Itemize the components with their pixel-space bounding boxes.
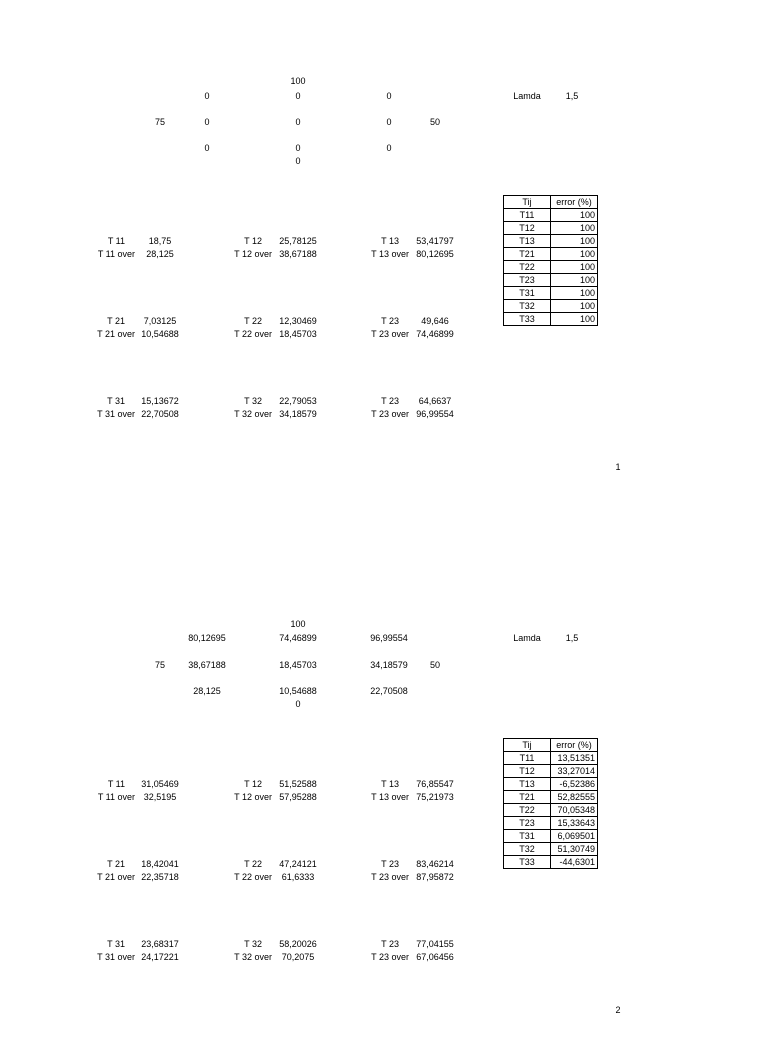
result-over-value: 38,67188 — [279, 249, 317, 259]
lamda-value: 1,5 — [565, 91, 579, 101]
grid-r3-c1: 0 — [204, 143, 210, 153]
grid-r1-c3: 0 — [386, 91, 392, 101]
result-over-label: T 32 over — [234, 952, 272, 962]
result-value: 53,41797 — [416, 236, 454, 246]
table-cell: 100 — [551, 222, 598, 235]
result-label: T 13 — [381, 779, 399, 789]
grid-r3-c3: 0 — [386, 143, 392, 153]
grid-top-boundary: 100 — [290, 619, 306, 629]
table-row — [504, 313, 598, 326]
result-value: 58,20026 — [279, 939, 317, 949]
table-cell: T22 — [504, 261, 551, 274]
table-cell: 100 — [551, 274, 598, 287]
result-label: T 31 — [107, 939, 125, 949]
table-cell: T23 — [504, 274, 551, 287]
result-label: T 23 — [381, 939, 399, 949]
result-over-label: T 32 over — [234, 409, 272, 419]
table-cell: 100 — [551, 235, 598, 248]
lamda-label: Lamda — [513, 633, 541, 643]
result-over-label: T 21 over — [97, 872, 135, 882]
table-row — [504, 830, 598, 843]
table-cell: 100 — [551, 261, 598, 274]
grid-top-boundary: 100 — [290, 76, 306, 86]
grid-r1-c2: 74,46899 — [279, 633, 317, 643]
grid-r3-c3: 22,70508 — [370, 686, 408, 696]
table-cell: T31 — [504, 287, 551, 300]
table-header-row — [504, 739, 598, 752]
result-over-label: T 11 over — [97, 249, 135, 259]
result-value: 22,79053 — [279, 396, 317, 406]
result-over-value: 22,35718 — [141, 872, 179, 882]
grid-r2-c2: 18,45703 — [279, 660, 317, 670]
table-cell: 70,05348 — [551, 804, 598, 817]
result-value: 83,46214 — [416, 859, 454, 869]
table-row — [504, 856, 598, 869]
result-label: T 21 — [107, 859, 125, 869]
grid-r2-c3: 34,18579 — [370, 660, 408, 670]
result-value: 7,03125 — [143, 316, 177, 326]
grid-right-boundary: 50 — [429, 117, 441, 127]
result-value: 23,68317 — [141, 939, 179, 949]
lamda-label: Lamda — [513, 91, 541, 101]
table-header-cell: error (%) — [551, 196, 598, 209]
table-cell: 100 — [551, 287, 598, 300]
result-value: 77,04155 — [416, 939, 454, 949]
result-over-value: 70,2075 — [281, 952, 315, 962]
grid-bottom-boundary: 0 — [295, 156, 301, 166]
lamda-value: 1,5 — [565, 633, 579, 643]
grid-r2-c3: 0 — [386, 117, 392, 127]
result-label: T 23 — [381, 859, 399, 869]
result-over-value: 75,21973 — [416, 792, 454, 802]
result-over-value: 18,45703 — [279, 329, 317, 339]
grid-r1-c1: 80,12695 — [188, 633, 226, 643]
result-over-label: T 23 over — [371, 952, 409, 962]
result-over-label: T 22 over — [234, 329, 272, 339]
table-row — [504, 222, 598, 235]
grid-right-boundary: 50 — [429, 660, 441, 670]
table-header-row — [504, 196, 598, 209]
result-value: 51,52588 — [279, 779, 317, 789]
table-cell: T32 — [504, 300, 551, 313]
table-row — [504, 248, 598, 261]
grid-left-boundary: 75 — [154, 660, 166, 670]
table-cell: 100 — [551, 300, 598, 313]
table-header-cell: Tij — [504, 196, 551, 209]
grid-r1-c2: 0 — [295, 91, 301, 101]
result-label: T 11 — [107, 779, 125, 789]
result-over-label: T 12 over — [234, 249, 272, 259]
result-label: T 13 — [381, 236, 399, 246]
result-over-label: T 11 over — [97, 792, 135, 802]
result-over-label: T 13 over — [371, 249, 409, 259]
result-label: T 31 — [107, 396, 125, 406]
table-cell: T33 — [504, 856, 551, 869]
error-table — [503, 738, 598, 869]
result-value: 18,42041 — [141, 859, 179, 869]
table-row — [504, 817, 598, 830]
result-value: 47,24121 — [279, 859, 317, 869]
result-over-label: T 23 over — [371, 409, 409, 419]
result-label: T 11 — [107, 236, 125, 246]
table-cell: 33,27014 — [551, 765, 598, 778]
table-cell: T31 — [504, 830, 551, 843]
table-cell: T11 — [504, 752, 551, 765]
result-over-value: 32,5195 — [143, 792, 177, 802]
result-label: T 21 — [107, 316, 125, 326]
table-cell: 13,51351 — [551, 752, 598, 765]
table-cell: T21 — [504, 791, 551, 804]
table-cell: T13 — [504, 235, 551, 248]
result-label: T 22 — [244, 316, 262, 326]
result-over-value: 28,125 — [146, 249, 174, 259]
result-value: 18,75 — [148, 236, 172, 246]
table-row — [504, 778, 598, 791]
result-over-label: T 21 over — [97, 329, 135, 339]
page-number: 1 — [615, 462, 621, 472]
table-row — [504, 274, 598, 287]
table-cell: -44,6301 — [551, 856, 598, 869]
result-over-value: 57,95288 — [279, 792, 317, 802]
table-cell: 51,30749 — [551, 843, 598, 856]
table-cell: T12 — [504, 222, 551, 235]
result-over-value: 22,70508 — [141, 409, 179, 419]
table-row — [504, 791, 598, 804]
grid-left-boundary: 75 — [154, 117, 166, 127]
grid-r1-c3: 96,99554 — [370, 633, 408, 643]
error-table — [503, 195, 598, 326]
table-header-cell: error (%) — [551, 739, 598, 752]
result-label: T 12 — [244, 779, 262, 789]
table-cell: 100 — [551, 313, 598, 326]
table-cell: 15,33643 — [551, 817, 598, 830]
result-label: T 32 — [244, 396, 262, 406]
result-label: T 12 — [244, 236, 262, 246]
result-value: 12,30469 — [279, 316, 317, 326]
grid-r3-c2: 10,54688 — [279, 686, 317, 696]
grid-bottom-boundary: 0 — [295, 699, 301, 709]
table-cell: 6,069501 — [551, 830, 598, 843]
grid-r2-c1: 0 — [204, 117, 210, 127]
grid-r2-c1: 38,67188 — [188, 660, 226, 670]
result-over-label: T 22 over — [234, 872, 272, 882]
result-over-label: T 23 over — [371, 329, 409, 339]
table-row — [504, 287, 598, 300]
result-over-value: 74,46899 — [416, 329, 454, 339]
result-over-label: T 12 over — [234, 792, 272, 802]
table-header-cell: Tij — [504, 739, 551, 752]
result-value: 25,78125 — [279, 236, 317, 246]
result-label: T 23 — [381, 396, 399, 406]
table-cell: 100 — [551, 209, 598, 222]
table-cell: T21 — [504, 248, 551, 261]
table-cell: T33 — [504, 313, 551, 326]
table-cell: T11 — [504, 209, 551, 222]
result-value: 76,85547 — [416, 779, 454, 789]
result-over-label: T 23 over — [371, 872, 409, 882]
result-over-value: 10,54688 — [141, 329, 179, 339]
result-value: 15,13672 — [141, 396, 179, 406]
result-label: T 32 — [244, 939, 262, 949]
grid-r3-c1: 28,125 — [193, 686, 221, 696]
table-cell: 52,82555 — [551, 791, 598, 804]
result-over-value: 87,95872 — [416, 872, 454, 882]
result-value: 49,646 — [421, 316, 449, 326]
result-over-value: 61,6333 — [281, 872, 315, 882]
result-value: 64,6637 — [418, 396, 452, 406]
result-over-value: 80,12695 — [416, 249, 454, 259]
table-cell: T32 — [504, 843, 551, 856]
table-cell: T22 — [504, 804, 551, 817]
table-row — [504, 804, 598, 817]
table-cell: T12 — [504, 765, 551, 778]
table-row — [504, 261, 598, 274]
result-over-value: 34,18579 — [279, 409, 317, 419]
table-cell: 100 — [551, 248, 598, 261]
grid-r1-c1: 0 — [204, 91, 210, 101]
table-row — [504, 752, 598, 765]
result-label: T 23 — [381, 316, 399, 326]
grid-r3-c2: 0 — [295, 143, 301, 153]
table-row — [504, 843, 598, 856]
table-row — [504, 209, 598, 222]
table-row — [504, 300, 598, 313]
grid-r2-c2: 0 — [295, 117, 301, 127]
result-over-label: T 31 over — [97, 409, 135, 419]
table-cell: -6,52386 — [551, 778, 598, 791]
page-1 — [0, 0, 768, 512]
table-row — [504, 235, 598, 248]
result-value: 31,05469 — [141, 779, 179, 789]
page-number: 2 — [615, 1005, 621, 1015]
table-row — [504, 765, 598, 778]
result-over-label: T 13 over — [371, 792, 409, 802]
table-cell: T13 — [504, 778, 551, 791]
result-over-value: 67,06456 — [416, 952, 454, 962]
result-over-label: T 31 over — [97, 952, 135, 962]
page-2 — [0, 543, 768, 1055]
result-over-value: 96,99554 — [416, 409, 454, 419]
table-cell: T23 — [504, 817, 551, 830]
result-over-value: 24,17221 — [141, 952, 179, 962]
result-label: T 22 — [244, 859, 262, 869]
